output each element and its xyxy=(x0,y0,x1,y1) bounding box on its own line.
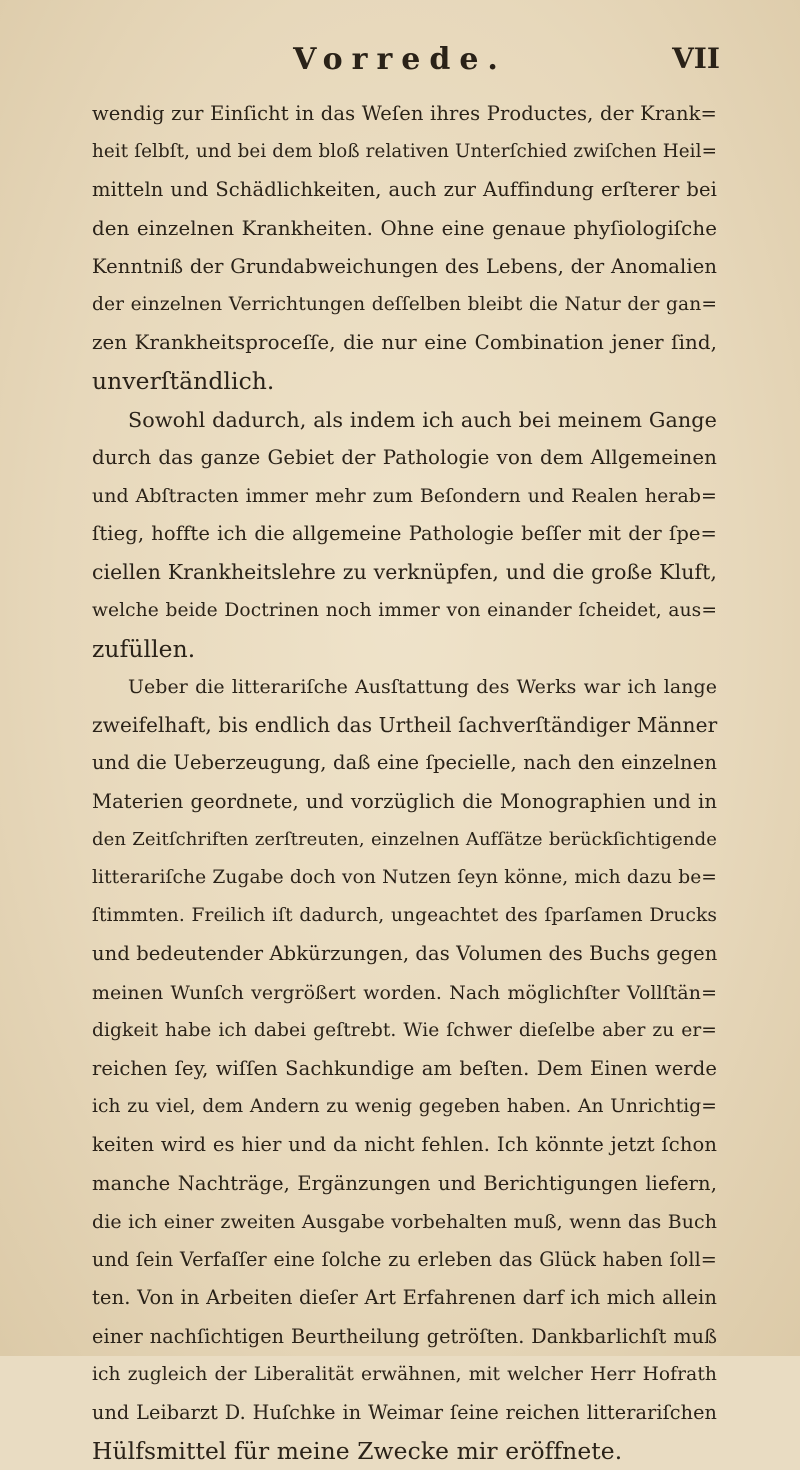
text-line: Ueber die litterariſche Ausſtattung des Werks war ich lange xyxy=(128,676,717,699)
text-line: und Leibarzt D. Huſchke in Weimar ſeine reichen litterariſchen xyxy=(92,1400,717,1424)
text-line: Hülfsmittel für meine Zwecke mir eröffnete. xyxy=(92,1437,623,1466)
text-line: ſtimmten. Freilich iſt dadurch, ungeachtet des ſparſamen Drucks xyxy=(92,905,717,927)
text-line: ich zugleich der Liberalität erwähnen, mit welcher Herr Hofrath xyxy=(92,1363,717,1385)
text-line: einer nachſichtigen Beurtheilung getröſten. Dankbarlichſt muß xyxy=(92,1324,717,1348)
text-line: den Zeitſchriften zerſtreuten, einzelnen Aufſätze berückſichtigende xyxy=(92,828,717,850)
text-line: zen Krankheitsproceſſe, die nur eine Combination jener ſind, xyxy=(92,331,717,355)
text-line: mitteln und Schädlichkeiten, auch zur Auffindung erſterer bei xyxy=(92,178,717,202)
text-line: welche beide Doctrinen noch immer von einander ſcheidet, aus= xyxy=(92,599,717,621)
page-number: VII xyxy=(672,42,720,75)
text-line: und die Ueberzeugung, daß eine ſpecielle, nach den einzelnen xyxy=(92,751,717,775)
text-line: und ſein Verfaſſer eine ſolche zu erleben das Glück haben ſoll= xyxy=(92,1248,717,1272)
text-line: litterariſche Zugabe doch von Nutzen ſeyn könne, mich dazu be= xyxy=(92,867,717,889)
paragraph-1 xyxy=(92,95,717,401)
text-line: ich zu viel, dem Andern zu wenig gegeben haben. An Unrichtig= xyxy=(92,1096,717,1118)
paragraph-3 xyxy=(92,668,717,1470)
text-line: manche Nachträge, Ergänzungen und Berichtigungen liefern, xyxy=(92,1171,717,1195)
text-line: zweifelhaft, bis endlich das Urtheil ſachverſtändiger Männer xyxy=(92,713,718,738)
running-title: Vorrede. xyxy=(293,42,507,77)
text-line: wendig zur Einſicht in das Weſen ihres Productes, der Krank= xyxy=(92,102,717,125)
text-line: Materien geordnete, und vorzüglich die Monographien und in xyxy=(92,789,717,813)
body-text xyxy=(92,95,717,1470)
text-line: durch das ganze Gebiet der Pathologie von dem Allgemeinen xyxy=(92,445,717,469)
text-line: keiten wird es hier und da nicht fehlen. Ich könnte jetzt ſchon xyxy=(92,1133,717,1157)
text-line: Kenntniß der Grundabweichungen des Lebens, der Anomalien xyxy=(92,254,717,278)
text-line: ciellen Krankheitslehre zu verknüpfen, und die große Kluft, xyxy=(92,560,717,585)
text-line: die ich einer zweiten Ausgabe vorbehalten muß, wenn das Buch xyxy=(92,1210,717,1233)
text-line: unverſtändlich. xyxy=(92,367,275,396)
text-line: der einzelnen Verrichtungen deſſelben bleibt die Natur der gan= xyxy=(92,294,717,316)
paragraph-2 xyxy=(92,401,717,668)
text-line: und Abſtracten immer mehr zum Beſondern und Realen herab= xyxy=(92,485,717,508)
page-header xyxy=(90,42,720,82)
text-line: Sowohl dadurch, als indem ich auch bei meinem Gange xyxy=(128,407,717,432)
text-line: meinen Wunſch vergrößert worden. Nach möglichſter Vollſtän= xyxy=(92,981,717,1004)
text-line: ten. Von in Arbeiten dieſer Art Erfahrenen darf ich mich allein xyxy=(92,1286,717,1310)
text-line: digkeit habe ich dabei geſtrebt. Wie ſchwer dieſelbe aber zu er= xyxy=(92,1019,717,1041)
text-line: reichen ſey, wiſſen Sachkundige am beſten. Dem Einen werde xyxy=(92,1057,717,1081)
text-line: zufüllen. xyxy=(92,634,196,663)
text-line: den einzelnen Krankheiten. Ohne eine genaue phyſiologiſche xyxy=(92,216,717,240)
text-line: und bedeutender Abkürzungen, das Volumen des Buchs gegen xyxy=(92,942,718,966)
text-line: ſtieg, hoffte ich die allgemeine Pathologie beſſer mit der ſpe= xyxy=(92,522,717,546)
text-line: heit ſelbſt, und bei dem bloß relativen Unterſchied zwiſchen Heil= xyxy=(92,141,717,163)
